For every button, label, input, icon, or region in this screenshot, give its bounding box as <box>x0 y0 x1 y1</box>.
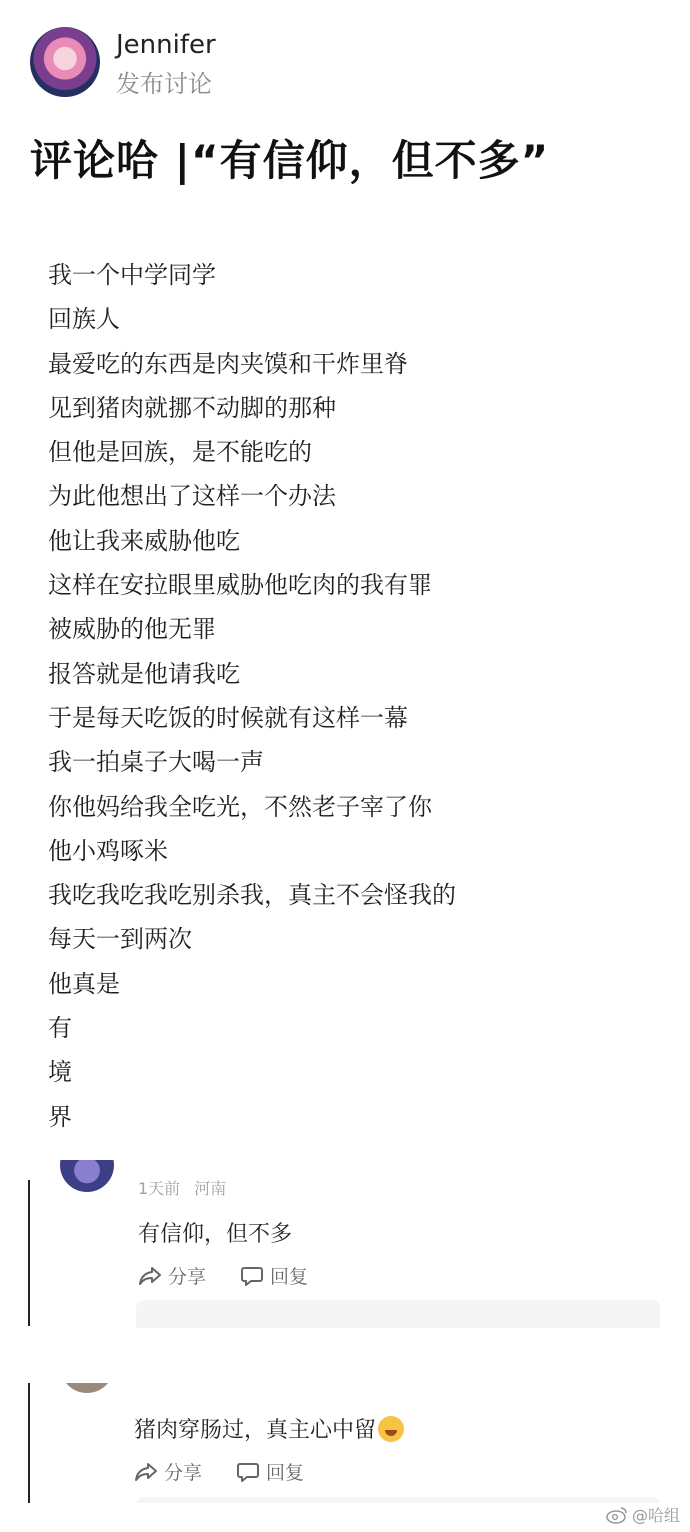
body-line: 我吃我吃我吃别杀我，真主不会怪我的 <box>48 881 456 910</box>
comment-location: 河南 <box>194 1179 227 1198</box>
comment-meta <box>138 1176 226 1199</box>
comment-actions <box>138 1262 342 1289</box>
reply-button[interactable] <box>236 1458 304 1485</box>
post-type-label: 发布讨论 <box>116 70 212 98</box>
body-line: 我一个中学同学 <box>48 261 216 289</box>
body-line: 有 <box>48 1014 72 1043</box>
comment-card <box>0 1383 690 1503</box>
watermark-text: @哈组 <box>631 1506 680 1525</box>
comment-text: 有信仰，但不多 <box>138 1222 293 1247</box>
crying-laughing-emoji-icon <box>378 1416 404 1442</box>
share-button[interactable] <box>138 1262 206 1289</box>
commenter-avatar[interactable] <box>60 1383 114 1393</box>
post-title: 评论哈 |“有信仰，但不多” <box>30 136 550 185</box>
share-button[interactable] <box>134 1458 202 1485</box>
reply-preview[interactable] <box>136 1497 660 1503</box>
comment-text <box>134 1413 404 1444</box>
comment-icon <box>240 1265 264 1287</box>
body-line: 但他是回族，是不能吃的 <box>48 438 312 467</box>
share-icon <box>134 1461 158 1483</box>
share-label: 分享 <box>164 1462 203 1484</box>
body-line: 界 <box>48 1102 72 1131</box>
body-line: 我一拍桌子大喝一声 <box>48 748 264 777</box>
comment-card <box>0 1160 690 1328</box>
thread-line <box>28 1180 30 1326</box>
body-line: 你他妈给我全吃光，不然老子宰了你 <box>48 792 432 821</box>
body-line: 为此他想出了这样一个办法 <box>48 482 336 511</box>
post-body <box>48 253 456 1139</box>
reply-button[interactable] <box>240 1262 308 1289</box>
author-name[interactable]: Jennifer <box>116 30 216 60</box>
comment-actions <box>134 1458 338 1485</box>
commenter-avatar[interactable] <box>60 1160 114 1192</box>
body-line: 报答就是他请我吃 <box>48 659 240 688</box>
reply-label: 回复 <box>270 1266 309 1288</box>
reply-preview[interactable] <box>136 1300 660 1328</box>
body-line: 他真是 <box>48 969 120 998</box>
body-line: 最爱吃的东西是肉夹馍和干炸里脊 <box>48 349 408 378</box>
avatar[interactable] <box>30 27 100 97</box>
weibo-icon <box>606 1506 628 1524</box>
watermark <box>606 1503 680 1526</box>
thread-line <box>28 1383 30 1503</box>
body-line: 他让我来威胁他吃 <box>48 526 240 555</box>
body-line: 这样在安拉眼里威胁他吃肉的我有罪 <box>48 571 432 600</box>
share-icon <box>138 1265 162 1287</box>
body-line: 被威胁的他无罪 <box>48 615 216 644</box>
body-line: 于是每天吃饭的时候就有这样一幕 <box>48 703 408 732</box>
body-line: 见到猪肉就挪不动脚的那种 <box>48 393 336 422</box>
body-line: 每天一到两次 <box>48 925 192 954</box>
comment-time: 1天前 <box>138 1179 181 1198</box>
comment-text-content: 猪肉穿肠过，真主心中留 <box>134 1418 377 1443</box>
reply-label: 回复 <box>266 1462 305 1484</box>
share-label: 分享 <box>168 1266 207 1288</box>
body-line: 他小鸡啄米 <box>48 836 168 865</box>
body-line: 境 <box>48 1058 72 1087</box>
body-line: 回族人 <box>48 305 120 334</box>
comment-icon <box>236 1461 260 1483</box>
